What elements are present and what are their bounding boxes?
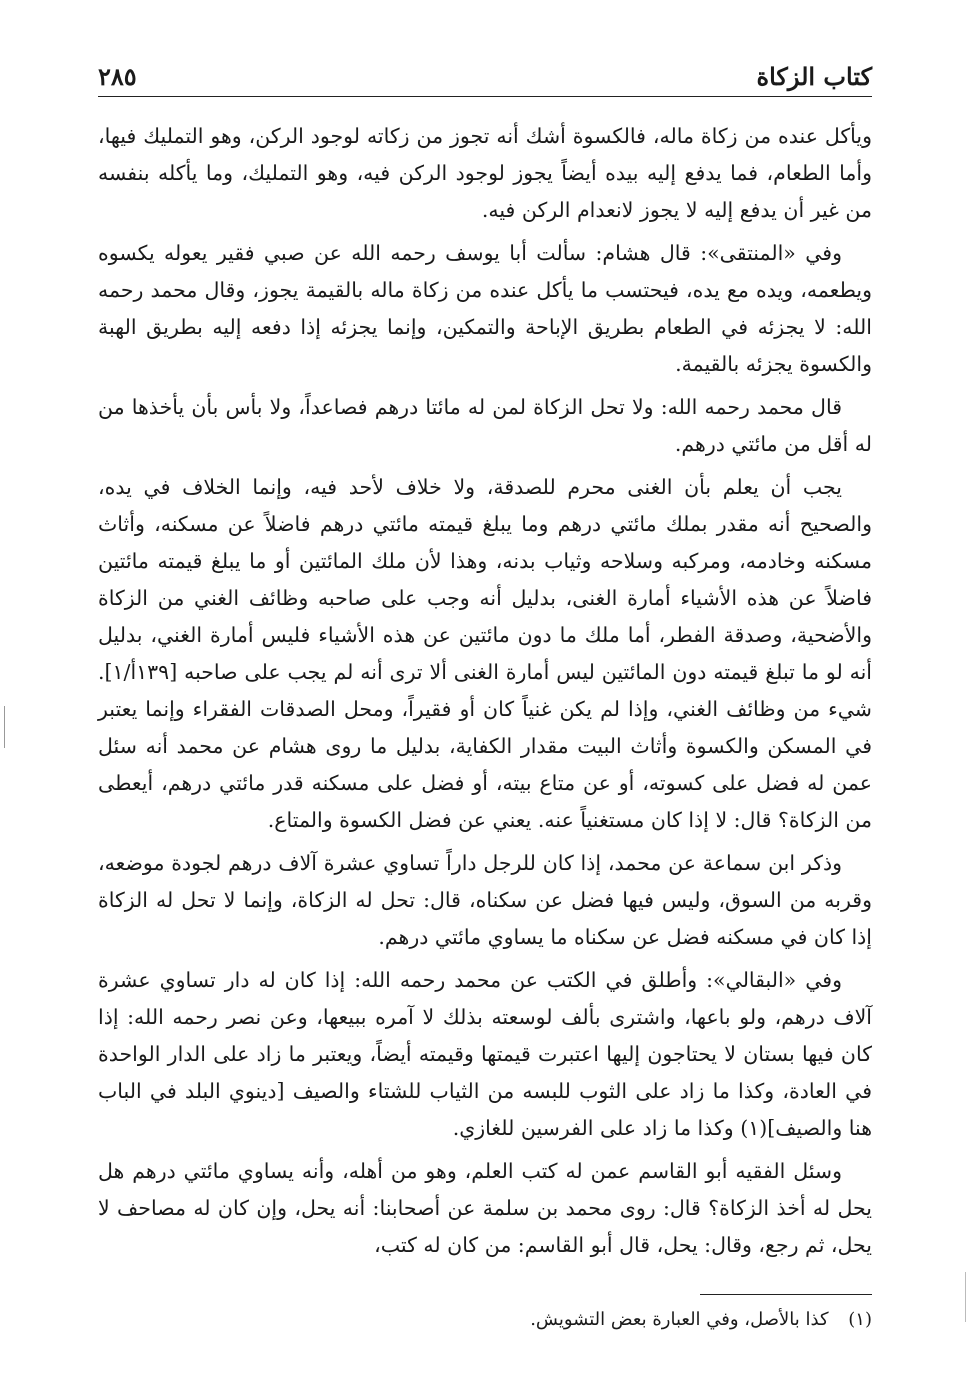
footnote-marker: (١) [848, 1309, 872, 1330]
paragraph: يجب أن يعلم بأن الغنى محرم للصدقة، ولا خلاف لأحد فيه، وإنما الخلاف في يده، والصحيح أنه مقدر بملك مائتي درهم وما يبلغ قيمته مائتي درهم فاضلاً عن مسكنه، وأثاث مسكنه وخادمه، ومركبه وسلاحه وثياب بدنه، وهذا لأن ملك المائتين أو ما يبلغ قيمته مائتين فاضلاً عن هذه الأشياء أمارة الغنى، بدليل أنه وجب على صاحبه وظائف الغني من الزكاة والأضحية، وصدقة الفطر، أما ملك ما دون مائتين عن هذه الأشياء فليس أمارة الغني، بدليل أنه لو ما تبلغ قيمته دون المائتين ليس أمارة الغنى ألا ترى أنه لم يجب على صاحبه [١٣٩أ/١]. شيء من وظائف الغني، وإذا لم يكن غنياً كان أو فقيراً، ومحل الصدقات الفقراء وإنما يعتبر في المسكن والكسوة وأثاث البيت مقدار الكفاية، بدليل ما روى هشام عن محمد أنه سئل عمن له فضل على كسوته، أو عن متاع بيته، أو فضل على مسكنه قدر مائتي درهم، أيعطى من الزكاة؟ قال: لا إذا كان مستغنياً عنه. يعني عن فضل الكسوة والمتاع. [98, 475, 872, 832]
body-text [98, 118, 872, 1270]
paragraph: وفي «المنتقى»: قال هشام: سألت أبا يوسف رحمه الله عن صبي فقير يعوله يكسوه ويطعمه، ويده مع يده، فيحتسب ما يأكل عنده من زكاة ماله بالقيمة يجوز، وقال محمد رحمه الله: لا يجزئه في الطعام بطريق الإباحة والتمكين، وإنما يجزئه إذا دفعه إليه بطريق الهبة والكسوة يجزئه بالقيمة. [98, 241, 872, 376]
paragraph: وفي «البقالي»: وأطلق في الكتب عن محمد رحمه الله: إذا كان له دار تساوي عشرة آلاف درهم، ولو باعها، واشترى بألف لوسعته بذلك لا آمره ببيعها، وعن نصر رحمه الله: إذا كان فيها بستان لا يحتاجون إليها اعتبرت قيمتها وقيمته أيضاً، ويعتبر ما زاد على الدار الواحدة في العادة، وكذا ما زاد على الثوب للبسه من الثياب للشتاء والصيف [دينوي البلد في الباب هنا والصيف](١) وكذا ما زاد على الفرسين للغازي. [98, 968, 872, 1140]
paragraph: وذكر ابن سماعة عن محمد، إذا كان للرجل داراً تساوي عشرة آلاف درهم لجودة موضعه، وقربه من السوق، وليس فيها فضل عن سكناه، قال: تحل له الزكاة، وإنما لا تحل له الزكاة إذا كان في مسكنه فضل عن سكناه ما يساوي مائتي درهم. [98, 851, 872, 949]
header-rule [98, 96, 872, 97]
scan-margin-mark [4, 706, 5, 748]
page-number: ٢٨٥ [98, 62, 137, 91]
paragraph: ويأكل عنده من زكاة ماله، فالكسوة أشك أنه تجوز من زكاته لوجود الركن، وهو التمليك فيها، وأما الطعام، فما يدفع إليه بيده أيضاً يجوز لوجود الركن فيه، وهو التمليك، وما يأكله بنفسه من غير أن يدفع إليه لا يجوز لانعدام الركن فيه. [98, 124, 872, 222]
page-header [98, 58, 872, 98]
running-title: كتاب الزكاة [756, 62, 872, 91]
paragraph: قال محمد رحمه الله: ولا تحل الزكاة لمن له مائتا درهم فصاعداً، ولا بأس بأن يأخذها من له أقل من مائتي درهم. [98, 395, 872, 456]
scan-margin-mark [965, 1272, 966, 1322]
paragraph: وسئل الفقيه أبو القاسم عمن له كتب العلم، وهو من أهله، وأنه يساوي مائتي درهم هل يحل له أخذ الزكاة؟ قال: روى محمد بن سلمة عن أصحابنا: أنه يحل، وإن كان له مصاحف لا يحل، ثم رجع، وقال: يحل، قال أبو القاسم: من كان له كتب، [98, 1159, 872, 1257]
footnote [98, 1305, 872, 1335]
footnote-text: كذا بالأصل، وفي العبارة بعض التشويش. [530, 1309, 829, 1330]
footnote-rule [700, 1294, 872, 1295]
